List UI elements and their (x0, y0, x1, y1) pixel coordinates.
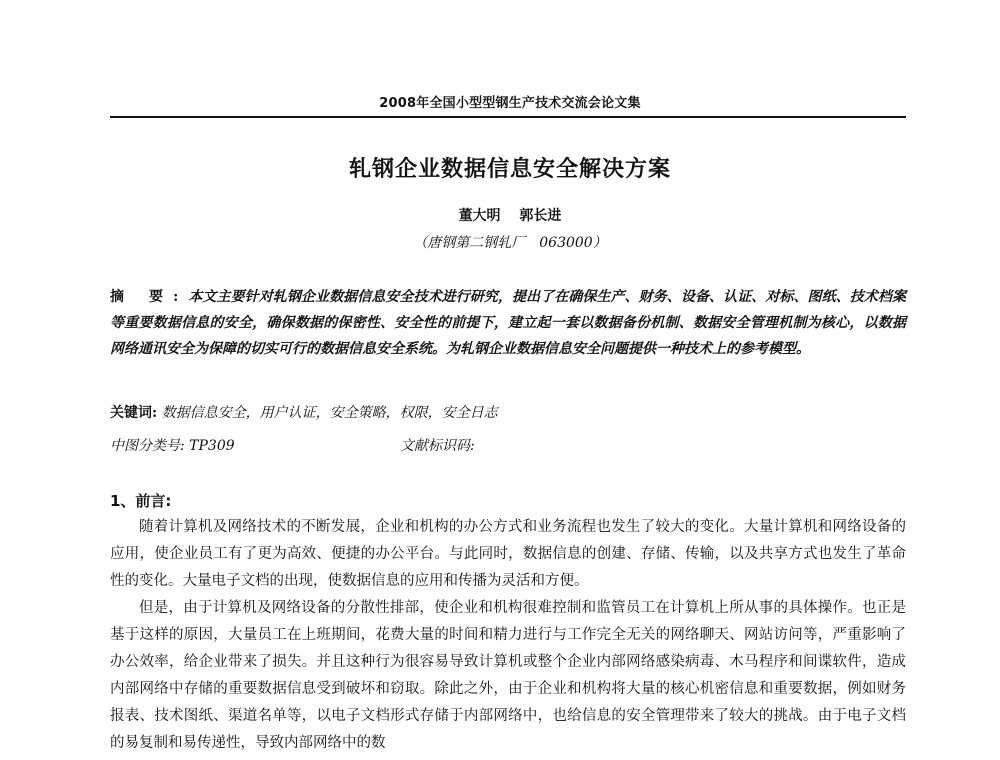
paragraph: 但是，由于计算机及网络设备的分散性排部，使企业和机构很难控制和监管员工在计算机上所从事的具体操作。也正是基于这样的原因，大量员工在上班期间，花费大量的时间和精力进行与工作完全无关的网络聊天、网站访问等，严重影响了办公效率，给企业带来了损失。并且这种行为很容易导致计算机或整个企业内部网络感染病毒、木马程序和间谍软件，造成内部网络中存储的重要数据信息受到破坏和窃取。除此之外，由于企业和机构将大量的核心机密信息和重要数据，例如财务报表、技术图纸、渠道名单等，以电子文档形式存储于内部网络中，也给信息的安全管理带来了较大的挑战。由于电子文档的易复制和易传递性，导致内部网络中的数 (110, 600, 906, 751)
classification-label: 中图分类号: TP309 (110, 438, 235, 454)
running-head: 2008年全国小型型钢生产技术交流会论文集 (379, 96, 641, 111)
keywords-label: 关键词: (110, 405, 158, 421)
section-heading: 1、前言: (110, 492, 172, 510)
paper-title: 轧钢企业数据信息安全解决方案 (348, 156, 671, 182)
abstract (110, 284, 906, 362)
abstract-label: 摘 要: (110, 289, 189, 305)
header-rule (110, 116, 906, 118)
keywords-text: 数据信息安全，用户认证，安全策略，权限，安全日志 (161, 405, 498, 421)
keywords (110, 402, 906, 422)
affiliation: （唐钢第二钢轧厂 063000） (413, 235, 607, 251)
paragraph: 随着计算机及网络技术的不断发展，企业和机构的办公方式和业务流程也发生了较大的变化。大量计算机和网络设备的应用，使企业员工有了更为高效、便捷的办公平台。与此同时，数据信息的创建、存储、传输，以及共享方式也发生了革命性的变化。大量电子文档的出现，使数据信息的应用和传播为灵活和方便。 (110, 519, 906, 589)
classification-line (110, 435, 906, 455)
authors: 董大明 郭长进 (458, 208, 562, 224)
doc-id-label: 文献标识码: (400, 438, 475, 454)
abstract-text: 本文主要针对轧钢企业数据信息安全技术进行研究，提出了在确保生产、财务、设备、认证、对标、图纸、技术档案等重要数据信息的安全，确保数据的保密性、安全性的前提下，建立起一套以数据备份机制、数据安全管理机制为核心，以数据网络通讯安全为保障的切实可行的数据信息安全系统。为轧钢企业数据信息安全问题提供一种技术上的参考模型。 (110, 289, 906, 357)
section-body (110, 514, 906, 757)
